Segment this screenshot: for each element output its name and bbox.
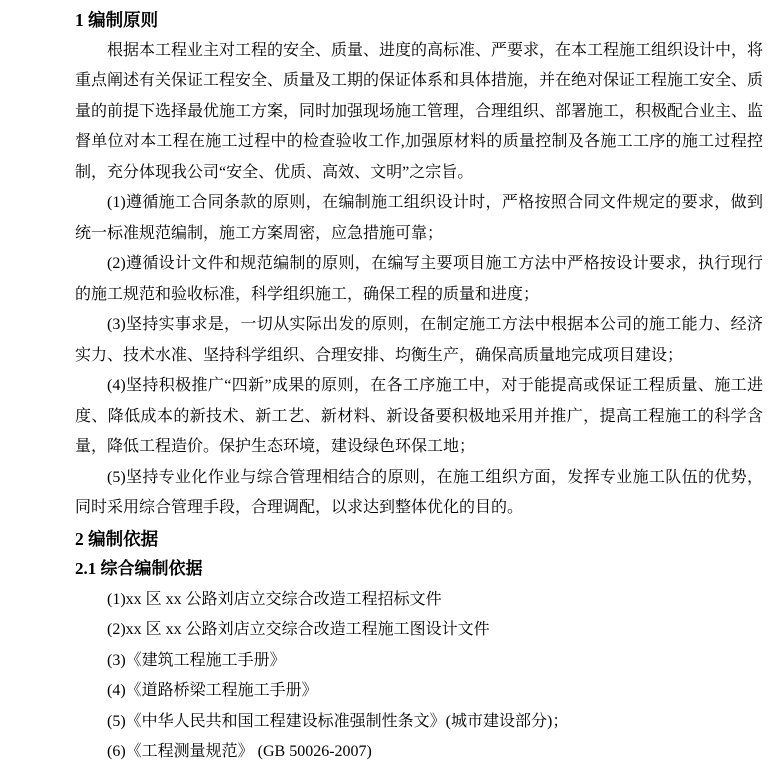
reference-item-3: (3)《建筑工程施工手册》	[107, 651, 286, 669]
principle-item-4: (4)坚持积极推广“四新”成果的原则，在各工序施工中，对于能提高或保证工程质量、施工进度、降低成本的新技术、新工艺、新材料、新设备要积极地采用并推广，提高工程施工的科学含量，降低工程造价。保护生态环境，建设绿色环保工地；	[75, 377, 763, 455]
section-1-heading: 1 编制原则	[75, 10, 159, 30]
reference-item-2: (2)xx 区 xx 公路刘店立交综合改造工程施工图设计文件	[107, 621, 490, 638]
principle-item-3: (3)坚持实事求是，一切从实际出发的原则，在制定施工方法中根据本公司的施工能力、经济实力、技术水准、坚持科学组织、合理安排、均衡生产，确保高质量地完成项目建设；	[75, 316, 763, 364]
principle-item-2: (2)遵循设计文件和规范编制的原则，在编写主要项目施工方法中严格按设计要求，执行现行的施工规范和验收标准，科学组织施工，确保工程的质量和进度；	[75, 255, 763, 303]
reference-item-4: (4)《道路桥梁工程施工手册》	[107, 682, 318, 699]
section-2-heading: 2 编制依据	[75, 528, 159, 549]
reference-item-6: (6)《工程测量规范》 (GB 50026-2007)	[107, 743, 372, 760]
reference-item-1: (1)xx 区 xx 公路刘店立交综合改造工程招标文件	[107, 590, 442, 608]
principle-item-5: (5)坚持专业化作业与综合管理相结合的原则，在施工组织方面，发挥专业施工队伍的优势，同时采用综合管理手段，合理调配，以求达到整体优化的目的。	[75, 468, 763, 516]
section-1-intro-paragraph: 根据本工程业主对工程的安全、质量、进度的高标准、严要求，在本工程施工组织设计中，将重点阐述有关保证工程安全、质量及工期的保证体系和具体措施，并在绝对保证工程施工安全、质量的前提下选择最优施工方案，同时加强现场施工管理，合理组织、部署施工，积极配合业主、监督单位对本工程在施工过程中的检查验收工作,加强原材料的质量控制及各施工工序的施工过程控制，充分体现我公司“安全、优质、高效、文明”之宗旨。	[75, 41, 764, 181]
subsection-2-1-heading: 2.1 综合编制依据	[75, 559, 203, 578]
principle-item-1: (1)遵循施工合同条款的原则，在编制施工组织设计时，严格按照合同文件规定的要求，做到统一标准规范编制，施工方案周密，应急措施可靠；	[75, 194, 763, 242]
reference-item-5: (5)《中华人民共和国工程建设标准强制性条文》(城市建设部分)；	[107, 712, 569, 730]
